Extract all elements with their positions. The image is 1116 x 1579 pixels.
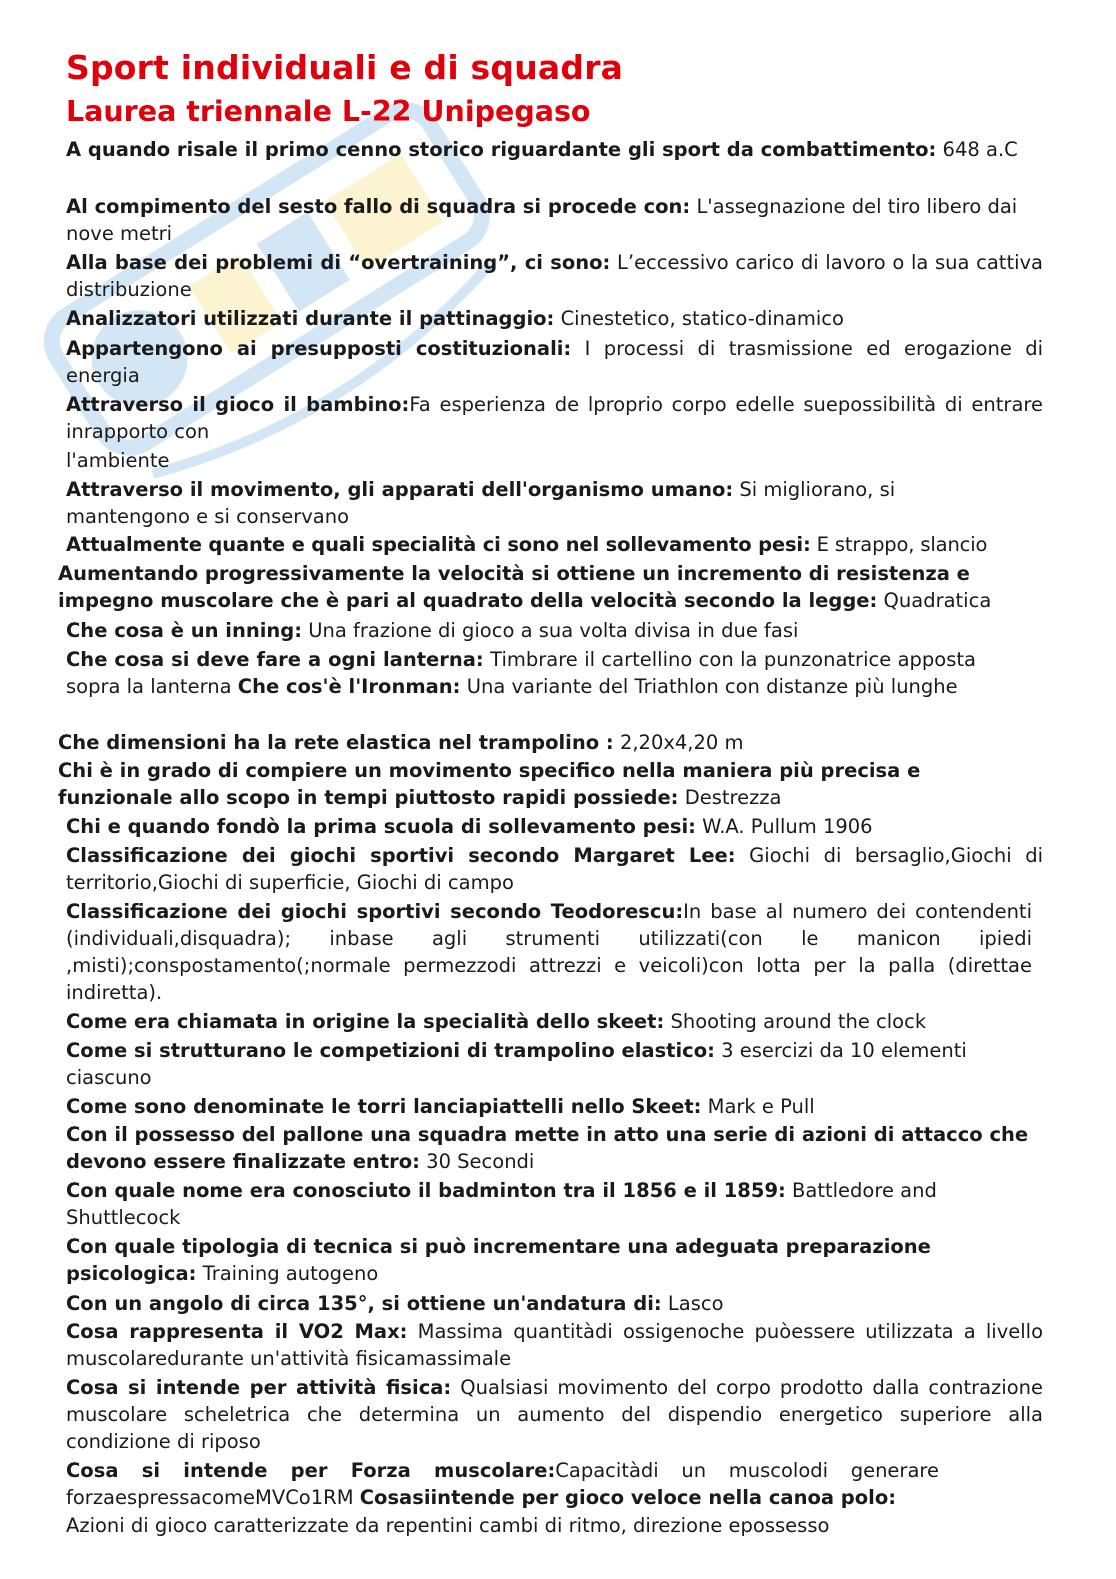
question: Chi e quando fondò la prima scuola di sollevamento pesi: bbox=[66, 815, 696, 838]
question: Con il possesso del pallone una squadra mette in atto una serie di azioni di attacco che devono essere finalizzate entro: bbox=[66, 1123, 1029, 1173]
question: Attraverso il movimento, gli apparati dell'organismo umano: bbox=[66, 478, 734, 501]
answer-continuation bbox=[66, 447, 1046, 474]
qa-item bbox=[66, 1008, 1046, 1035]
answer: Battledore and Shuttlecock bbox=[66, 1179, 937, 1229]
answer: E strappo, slancio bbox=[816, 533, 988, 556]
qa-item bbox=[58, 757, 998, 811]
question: Che dimensioni ha la rete elastica nel trampolino : bbox=[58, 731, 614, 754]
qa-item bbox=[66, 193, 1046, 247]
qa-item bbox=[66, 249, 1043, 303]
question: Che cosa si deve fare a ogni lanterna: bbox=[66, 648, 484, 671]
question: Chi è in grado di compiere un movimento specifico nella maniera più precisa e funzionale allo scopo in tempi piuttosto rapidi possiede: bbox=[58, 759, 921, 809]
qa-item bbox=[66, 1093, 1046, 1120]
answer: L'assegnazione del tiro libero dai nove metri bbox=[66, 195, 1018, 245]
question: Classificazione dei giochi sportivi secondo Teodorescu: bbox=[66, 900, 684, 923]
question: Come sono denominate le torri lanciapiattelli nello Skeet: bbox=[66, 1095, 702, 1118]
question: Cosasiintende per gioco veloce nella canoa polo: bbox=[359, 1486, 897, 1509]
question: Come era chiamata in origine la specialità dello skeet: bbox=[66, 1010, 665, 1033]
answer: Shooting around the clock bbox=[670, 1010, 927, 1033]
answer: Training autogeno bbox=[202, 1262, 379, 1285]
question: Con un angolo di circa 135°, si ottiene un'andatura di: bbox=[66, 1292, 662, 1315]
answer: 3 esercizi da 10 elementi ciascuno bbox=[66, 1039, 967, 1089]
answer: Qualsiasi movimento del corpo prodotto dalla contrazione muscolare scheletrica che determina un aumento del dispendio energetico superiore alla condizione di riposo bbox=[66, 1376, 1043, 1453]
question: Cosa si intende per attività fisica: bbox=[66, 1376, 452, 1399]
answer: Fa esperienza de lproprio corpo edelle suepossibilità di entrare inrapporto con bbox=[66, 393, 1043, 443]
question: Con quale nome era conosciuto il badminton tra il 1856 e il 1859: bbox=[66, 1179, 786, 1202]
qa-item bbox=[66, 1457, 939, 1511]
answer: Destrezza bbox=[684, 786, 782, 809]
answer: Si migliorano, si mantengono e si conservano bbox=[66, 478, 896, 528]
qa-item bbox=[66, 813, 1046, 840]
qa-item bbox=[66, 617, 1046, 644]
qa-item bbox=[66, 1318, 1043, 1372]
qa-item bbox=[58, 729, 1048, 756]
question: Come si strutturano le competizioni di trampolino elastico: bbox=[66, 1039, 715, 1062]
answer: 2,20x4,20 m bbox=[619, 731, 744, 754]
question: Che cos'è l'Ironman: bbox=[237, 675, 461, 698]
answer: W.A. Pullum 1906 bbox=[702, 815, 873, 838]
question: Cosa si intende per Forza muscolare: bbox=[66, 1459, 556, 1482]
qa-item bbox=[66, 842, 1043, 896]
question: A quando risale il primo cenno storico riguardante gli sport da combattimento: bbox=[66, 138, 937, 161]
qa-item bbox=[58, 560, 1048, 614]
qa-item bbox=[66, 898, 1032, 1006]
qa-item bbox=[66, 531, 1066, 558]
answer: Mark e Pull bbox=[707, 1095, 815, 1118]
qa-item bbox=[66, 1177, 1026, 1231]
answer: Giochi di bersaglio,Giochi di territorio,Giochi di superficie, Giochi di campo bbox=[66, 844, 1044, 894]
answer: Azioni di gioco caratterizzate da repentini cambi di ritmo, direzione epossesso bbox=[66, 1514, 830, 1537]
answer: Quadratica bbox=[883, 589, 992, 612]
answer: 648 a.C bbox=[942, 138, 1018, 161]
question: Al compimento del sesto fallo di squadra si procede con: bbox=[66, 195, 691, 218]
question: Classificazione dei giochi sportivi secondo Margaret Lee: bbox=[66, 844, 736, 867]
question: Attraverso il gioco il bambino: bbox=[66, 393, 410, 416]
answer: Timbrare il cartellino con la punzonatrice apposta sopra la lanterna bbox=[66, 648, 976, 698]
answer: Capacitàdi un muscolodi generare forzaespressacomeMVCo1RM bbox=[66, 1459, 939, 1509]
qa-item bbox=[66, 646, 976, 700]
answer: l'ambiente bbox=[66, 449, 170, 472]
question: Cosa rappresenta il VO2 Max: bbox=[66, 1320, 408, 1343]
document-title: Sport individuali e di squadra bbox=[66, 48, 624, 87]
qa-item bbox=[66, 305, 1046, 332]
qa-item bbox=[66, 136, 1046, 163]
qa-item bbox=[66, 1233, 1026, 1287]
answer: Massima quantitàdi ossigenoche puòessere utilizzata a livello muscolaredurante un'attività fisicamassimale bbox=[66, 1320, 1044, 1370]
answer: Lasco bbox=[667, 1292, 724, 1315]
answer: L’eccessivo carico di lavoro o la sua cattiva distribuzione bbox=[66, 251, 1044, 301]
question: Aumentando progressivamente la velocità si ottiene un incremento di resistenza e impegno muscolare che è pari al quadrato della velocità secondo la legge: bbox=[58, 562, 970, 612]
qa-item bbox=[66, 391, 1043, 445]
answer: In base al numero dei contendenti (individuali,disquadra); inbase agli strumenti utilizzati(con le manicon ipiedi ,misti);conspostamento(;normale permezzodi attrezzi e veicoli)con lotta per la palla (direttae indiretta). bbox=[66, 900, 1032, 1004]
answer: Una frazione di gioco a sua volta divisa in due fasi bbox=[308, 619, 799, 642]
qa-item bbox=[66, 476, 966, 530]
answer: Una variante del Triathlon con distanze più lunghe bbox=[466, 675, 958, 698]
question: Alla base dei problemi di “overtraining”, ci sono: bbox=[66, 251, 611, 274]
qa-item bbox=[66, 1121, 1046, 1175]
qa-item bbox=[66, 1374, 1043, 1455]
answer-continuation bbox=[66, 1512, 1046, 1539]
qa-item bbox=[66, 1290, 1046, 1317]
question: Con quale tipologia di tecnica si può incrementare una adeguata preparazione psicologica: bbox=[66, 1235, 931, 1285]
question: Che cosa è un inning: bbox=[66, 619, 303, 642]
answer: 30 Secondi bbox=[426, 1150, 535, 1173]
question: Appartengono ai presupposti costituzionali: bbox=[66, 337, 572, 360]
answer: Cinestetico, statico-dinamico bbox=[560, 307, 844, 330]
qa-item bbox=[66, 335, 1043, 389]
question: Analizzatori utilizzati durante il pattinaggio: bbox=[66, 307, 555, 330]
answer: I processi di trasmissione ed erogazione di energia bbox=[66, 337, 1043, 387]
question: Attualmente quante e quali specialità ci sono nel sollevamento pesi: bbox=[66, 533, 811, 556]
document-subtitle: Laurea triennale L-22 Unipegaso bbox=[66, 95, 591, 128]
qa-item bbox=[66, 1037, 1046, 1091]
